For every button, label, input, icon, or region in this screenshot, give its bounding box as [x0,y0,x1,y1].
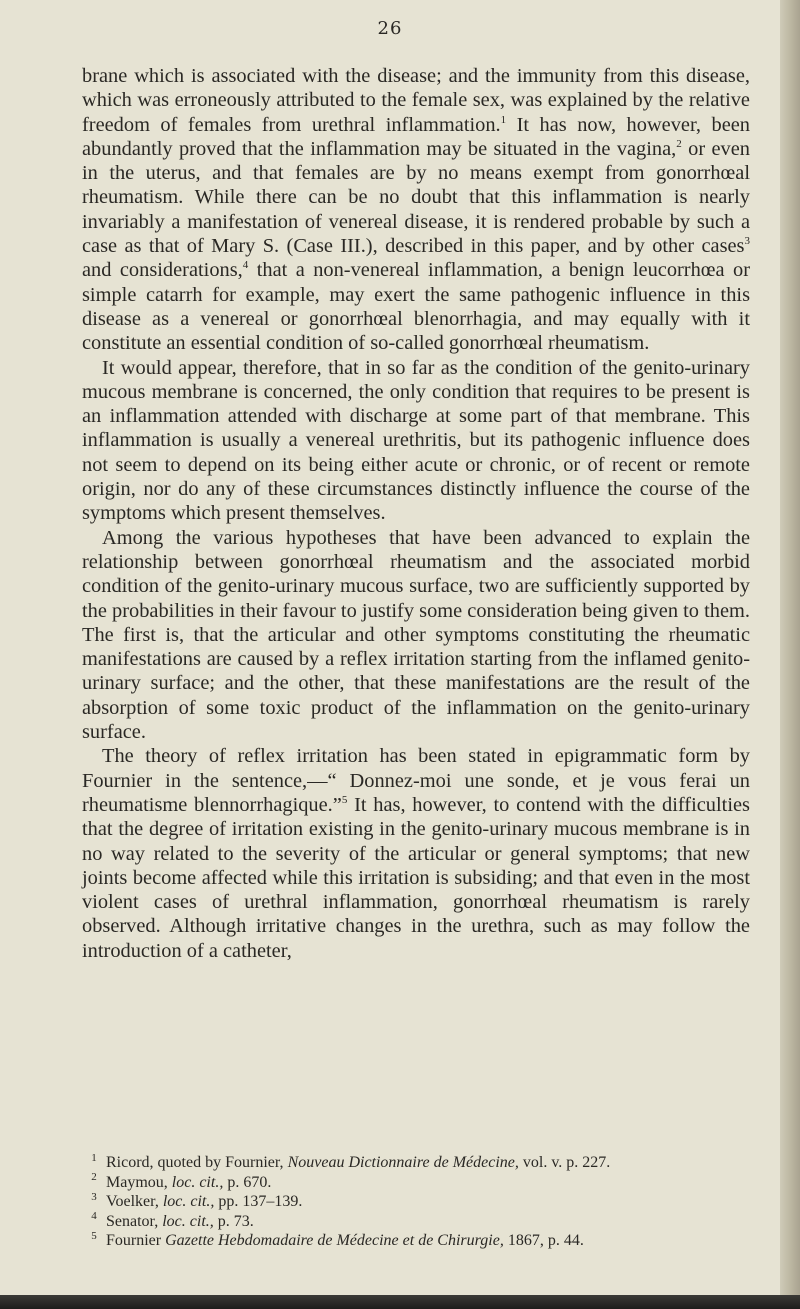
paragraph: It would appear, therefore, that in so far as the condition of the genito-urinary mucous membrane is concerned, the only condition that requires to be present is an inflammation attended with discharge at some part of that membrane. This inflammation is usually a venereal urethritis, but its pathogenic influence does not seem to depend on its being either acute or chronic, or of recent or remote origin, nor do any of these circumstances distinctly influence the course of the symptoms which present themselves. [82,356,750,525]
footnote-ref: 5 [341,794,348,807]
paragraph: The theory of reflex irritation has been stated in epigrammatic form by Fournier in the sentence,—“ Donnez-moi une sonde, et je vous ferai un rheumatisme blennorrhagique.”$^5$ It has, however, to contend with the difficulties that the degree of irritation existing in the genito-urinary mucous membrane is in no way related to the severity of the articular or general symptoms; that new joints become affected while this irritation is subsiding; and that even in the most violent cases of urethral inflammation, gonorrhœal rheumatism is rarely observed. Although irritative changes in the urethra, such as may follow the introduction of a catheter, [82,745,750,962]
paragraph: Among the various hypotheses that have been advanced to explain the relationship between gonorrhœal rheumatism and the associated morbid condition of the genito-urinary mucous surface, two are sufficiently supported by the probabilities in their favour to justify some consideration being given to them. The first is, that the articular and other symptoms constituting the rheumatic manifestations are caused by a reflex irritation starting from the inflamed genito-urinary surface; and the other, that these manifestations are the result of the absorption of some toxic product of the inflammation on the genito-urinary surface. [82,526,750,744]
footnote-ref: 2 [676,138,682,151]
footnote: 2 Maymou, loc. cit., p. 670. [91,1171,272,1191]
footnote: 1 Ricord, quoted by Fournier, Nouveau Dictionnaire de Médecine, vol. v. p. 227. [91,1151,611,1171]
footnote: 4 Senator, loc. cit., p. 73. [91,1210,254,1230]
footnote-ref: 1 [500,113,507,126]
footnote: 3 Voelker, loc. cit., pp. 137–139. [91,1190,303,1210]
footnote-ref: 4 [242,259,249,272]
footnote: 5 Fournier Gazette Hebdomadaire de Médecine et de Chirurgie, 1867, p. 44. [91,1229,584,1249]
footnotes [82,1153,762,1251]
page-edge [780,0,800,1309]
page-number: 26 [377,18,403,39]
footnote-ref: 3 [744,235,750,248]
bottom-rule [0,1295,800,1309]
body-text [82,64,750,963]
paragraph: brane which is associated with the disease; and the immunity from this disease, which was erroneously attributed to the female sex, was explained by the relative freedom of females from urethral inflammation.$^1$ It has now, however, been abundantly proved that the inflammation may be situated in the vagina,$^2$ or even in the uterus, and that females are by no means exempt from gonorrhœal rheumatism. While there can be no doubt that this inflammation is nearly invariably a manifestation of venereal disease, it is rendered probable by such a case as that of Mary S. (Case III.), described in this paper, and by other cases$^3$ and considerations,$^4$ that a non-venereal inflammation, a benign leucorrhœa or simple catarrh for example, may exert the same pathogenic influence in this disease as a venereal or gonorrhœal blenorrhagia, and may equally with it constitute an essential condition of so-called gonorrhœal rheumatism. [82,65,750,355]
